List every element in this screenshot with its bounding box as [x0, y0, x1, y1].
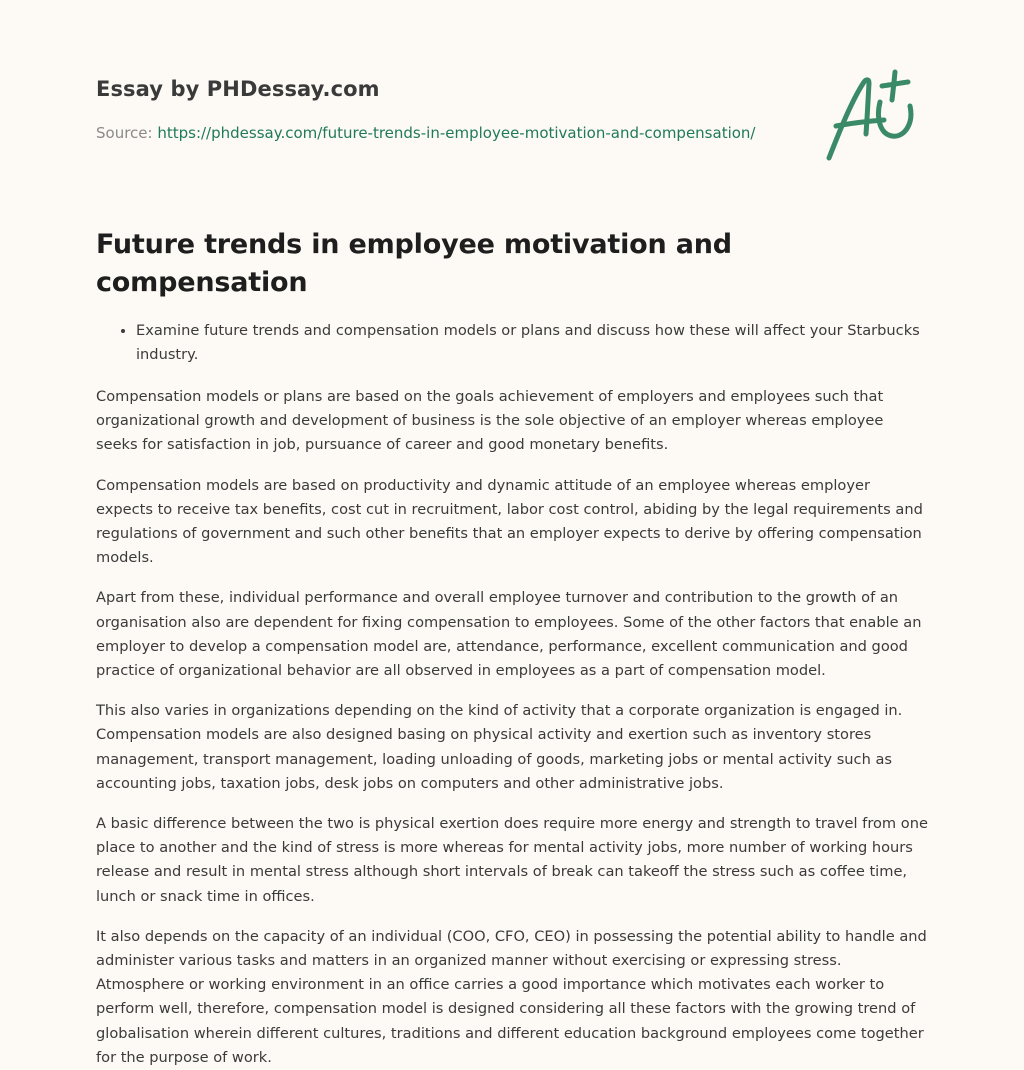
paragraph: A basic difference between the two is physical exertion does require more energy and strength to travel from one place to another and the kind of stress is more whereas for mental activity jobs, more number of working hours release and result in mental stress although short intervals of break can takeoff the stress such as coffee time, lunch or snack time in offices.	[96, 815, 928, 905]
brand-title: Essay by PHDessay.com	[96, 77, 380, 101]
paragraph: This also varies in organizations depending on the kind of activity that a corporate organization is engaged in. Compensation models are also designed basing on physical activity and exertion such as inventory stores management, transport management, loading unloading of goods, marketing jobs or mental activity such as accounting jobs, taxation jobs, desk jobs on computers and other administrative jobs.	[96, 702, 903, 792]
source-line	[96, 124, 755, 142]
source-link[interactable]: https://phdessay.com/future-trends-in-employee-motivation-and-compensation/	[157, 124, 756, 142]
paragraph: Compensation models are based on productivity and dynamic attitude of an employee whereas employer expects to receive tax benefits, cost cut in recruitment, labor cost control, abiding by the legal requirements and regulations of government and such other benefits that an employer expects to derive by offering compensation models.	[96, 476, 923, 567]
paragraph: It also depends on the capacity of an individual (COO, CFO, CEO) in possessing the potential ability to handle and administer various tasks and matters in an organized manner without exercising or expressing stress. Atmosphere or working environment in an office carries a good importance which motivates each worker to perform well, therefore, compensation model is designed considering all these factors with the growing trend of globalisation wherein different cultures, traditions and different education background employees come together for the purpose of work.	[96, 927, 927, 1066]
list-item: • Examine future trends and compensation models or plans and discuss how these will affect your Starbucks industry.	[136, 319, 928, 367]
source-label: Source:	[96, 124, 158, 142]
paragraph: Compensation models or plans are based on the goals achievement of employers and employees such that organizational growth and development of business is the sole objective of an employer whereas employee seeks for satisfaction in job, pursuance of career and good monetary benefits.	[96, 388, 884, 454]
article	[96, 226, 928, 1070]
bullet-list	[96, 319, 928, 367]
page-header	[96, 0, 928, 200]
article-title: Future trends in employee motivation and compensation	[96, 229, 732, 298]
paragraph: Apart from these, individual performance and overall employee turnover and contribution to the growth of an organisation also are dependent for fixing compensation to employees. Some of the other factors that enable an employer to develop a compensation model are, attendance, performance, excellent communication and good practice of organizational behavior are all observed in employees as a part of compensation model.	[96, 589, 922, 680]
a-plus-logo-icon	[826, 68, 926, 164]
